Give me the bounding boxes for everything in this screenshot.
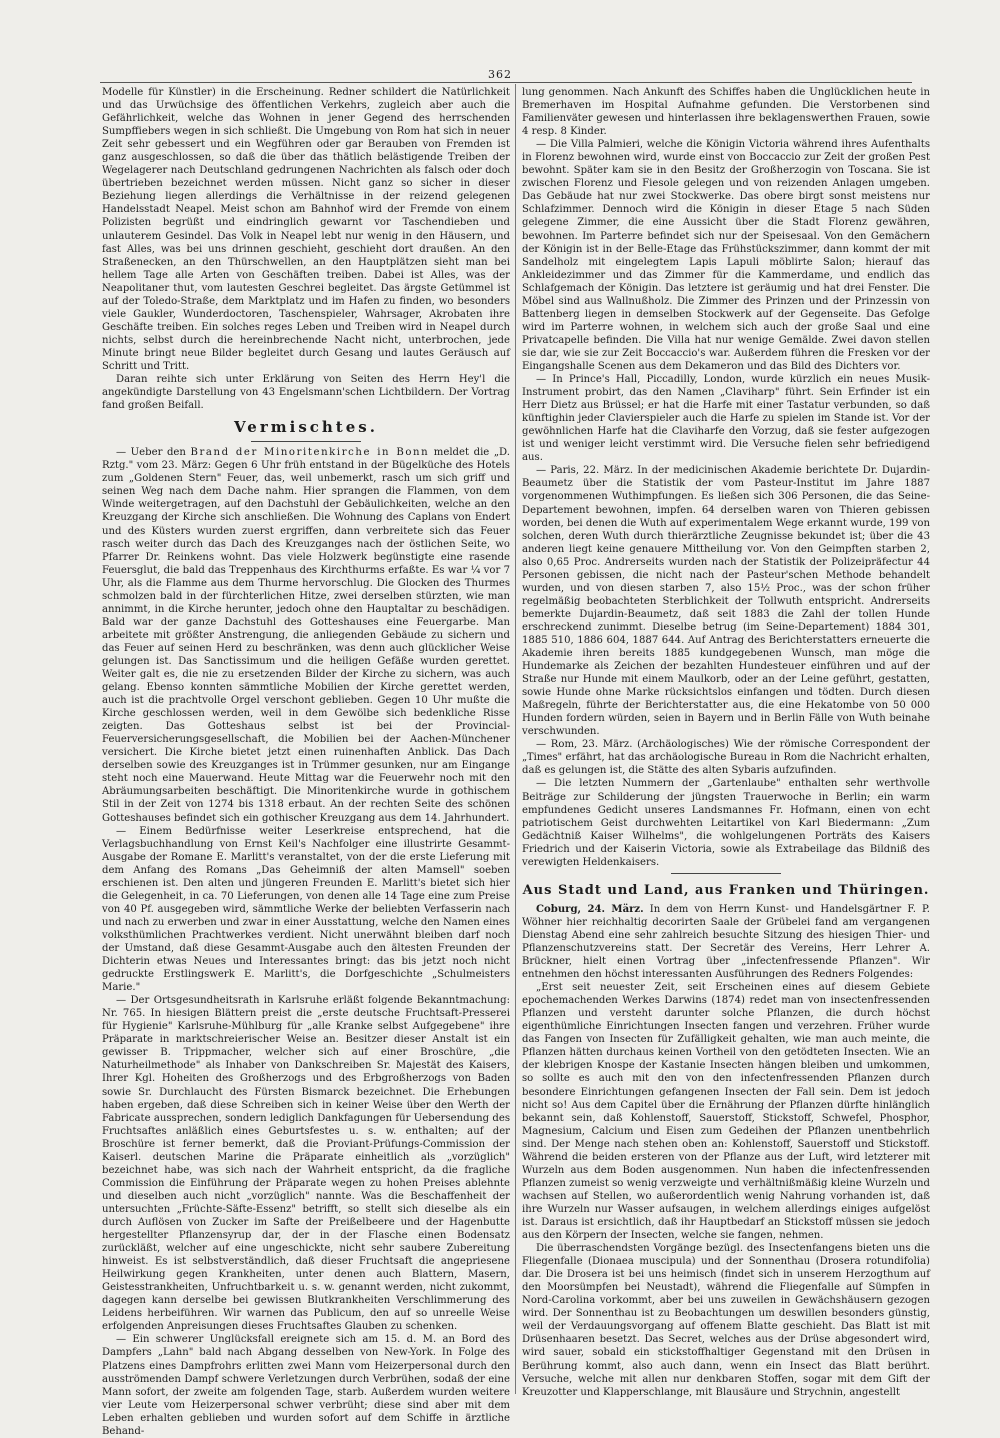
heading-rule xyxy=(251,441,361,442)
news-item: — Ein schwerer Unglücksfall ereignete sich am 15. d. M. an Bord des Dampfers „Lahn" bald nach Abgang desselben von New-York. In Folge des Platzens eines Dampfrohrs erlitten zwei Mann vom Heizerpersonal durch den ausströmenden Dampf schwere Verletzungen durch Verbrühen, sodaß der eine Mann sofort, der zweite am folgenden Tage, starb. Außerdem wurden weitere vier Leute vom Heizerpersonal schwer verbrüht; diese sind aber mit dem Leben erhalten geblieben und wurden sofort auf dem Schiffe in ärztliche Behand- xyxy=(102,1334,510,1437)
news-item: — Der Ortsgesundheitsrath in Karlsruhe erläßt folgende Bekanntmachung: Nr. 765. In hiesigen Blättern preist die „erste deutsche Fruchtsaft-Presserei für Hygienie" Karlsruhe-Mühlburg für „alle Kranke selbst Aufgegebene" ihre Präparate in marktschreierischer Weise an. Besitzer dieser Anstalt ist ein gewisser B. Trippmacher, welcher sich auf einer Broschüre, „die Naturheilmethode" als Inhaber von Dankschreiben Sr. Majestät des Kaisers, Ihrer Kgl. Hoheiten des Großherzogs und des Erbgroßherzogs von Baden sowie Sr. Durchlaucht des Fürsten Bismarck bezeichnet. Die Erhebungen haben ergeben, daß diese Schreiben sich in keiner Weise über den Werth der Fabricate aussprechen, sondern lediglich Dankfagungen für Uebersendung des Fruchtsaftes anläßlich eines Geburtsfestes u. s. w. enthalten; auf der Broschüre ist ferner bemerkt, daß die Proviant-Prüfungs-Commission der Kaiserl. deutschen Marine die Präparate einheitlich als „vorzüglich" bezeichnet habe, was sich nach der Wahrheit entspricht, da die fragliche Commission die Einführung der Präparate wegen zu hohen Preises ablehnte und dieselben auch nicht „vorzüglich" nannte. Was die Beschaffenheit der untersuchten „Früchte-Säfte-Essenz" betrifft, so stellt sich dieselbe als ein durch Auflösen von Zucker im Safte der Preißelbeere und der Hagenbutte hergestellter Pflanzensyrup dar, der in der Flasche einen Bodensatz zurückläßt, welcher auf eine ungeschickte, nicht sehr saubere Zubereitung hinweist. Es ist selbstverständlich, daß dieser Fruchtsaft die angepriesene Heilwirkung gegen Krankheiten, unter denen auch Blattern, Masern, Geistesstrankheiten, Unfruchtbarkeit u. s. w. genannt werden, nicht zukommt, dagegen kann derselbe bei gewissen Blutkrankheiten Verschlimmerung des Leidens herbeiführen. Wir warnen das Publicum, den auf so unreelle Weise erfolgenden Anpreisungen dieses Fruchtsaftes Glauben zu schenken. xyxy=(102,995,510,1333)
news-text: In dem von Herrn Kunst- und Handelsgärtner F. P. Wöhner hier reichhaltig decorirten Saale der Grübelei fand am vergangenen Dienstag Abend eine sehr zahlreich besuchte Sitzung des hiesigen Thier- und Pflanzenschutzvereins statt. Der Secretär des Vereins, Herr Lehrer A. Brückner, hielt einen Vortrag über „infectenfressende Pflanzen". Wir entnehmen den höchst interessanten Ausführungen des Redners Folgendes: xyxy=(522,903,930,981)
news-item xyxy=(102,446,510,824)
section-heading: Vermischtes. xyxy=(234,418,378,437)
news-item: — Die Villa Palmieri, welche die Königin Victoria während ihres Aufenthalts in Florenz bewohnen wird, wurde einst von Boccaccio zur Zeit der großen Pest bewohnt. Später kam sie in den Besitz der Großherzogin von Toscana. Sie ist zwischen Florenz und Fiesole gelegen und von reizenden Anlagen umgeben. Das Gebäude hat nur zwei Stockwerke. Das obere birgt sonst meistens nur Schlafzimmer. Dennoch wird die Königin in dieser Etage 5 nach Süden gelegene Zimmer, die eine Aussicht über die Stadt Florenz gewähren, bewohnen. Im Parterre befindet sich nur der Speisesaal. Von den Gemächern der Königin ist in der Belle-Etage das Frühstückszimmer, dann kommt der mit Sandelholz mit eingelegtem Lapis Lapuli möblirte Salon; hierauf das Ankleidezimmer und das Zimmer für die Kammerdame, und endlich das Schlafgemach der Königin. Das letztere ist geräumig und hat drei Fenster. Die Möbel sind aus Wallnußholz. Die Zimmer des Prinzen und der Prinzessin von Battenberg liegen in demselben Stockwerk auf der Gegenseite. Das Gefolge wird im Parterre wohnen, in welchem sich auch der große Saal und eine Privatcapelle befinden. Die Villa hat nur wenige Gemälde. Zwei davon stellen sie dar, wie sie zur Zeit Boccaccio's war. Außerdem führen die Fresken vor der Eingangshalle Scenen aus dem Dekameron und das Bild des Dichters vor. xyxy=(522,139,930,372)
left-column xyxy=(102,86,510,1437)
news-item: — Rom, 23. März. (Archäologisches) Wie der römische Correspondent der „Times" erfährt, hat das archäologische Bureau in Rom die Nachricht erhalten, daß es gelungen ist, die Stätte des alten Sybaris aufzufinden. xyxy=(522,739,930,777)
right-column xyxy=(522,86,930,1398)
news-topic: Brand der Minoritenkirche in Bonn xyxy=(190,447,430,459)
news-item: — Einem Bedürfnisse weiter Leserkreise entsprechend, hat die Verlagsbuchhandlung von Ernst Keil's Nachfolger eine illustrirte Gesammt-Ausgabe der Romane E. Marlitt's veranstaltet, von der die erste Lieferung mit dem Anfang des Romans „Das Geheimniß der alten Mamsell" soeben erschienen ist. Den alten und jüngeren Freunden E. Marlitt's bietet sich hier die Gelegenheit, in ca. 70 Lieferungen, von denen alle 14 Tage eine zum Preise von 40 Pf. ausgegeben wird, sämmtliche Werke der beliebten Verfasserin nach und nach zu erwerben und zwar in einer Ausstattung, welche den Namen eines volksthümlichen Prachtwerkes verdient. Nicht unerwähnt bleiben darf noch der Umstand, daß diese Gesammt-Ausgabe auch den ältesten Freunden der Dichterin etwas Neues und Interessantes bringt: das bis jetzt noch nicht gedruckte Erstlingswerk E. Marlitt's, die Dorfgeschichte „Schulmeisters Marie." xyxy=(102,825,510,994)
article-paragraph: Die überraschendsten Vorgänge bezügl. des Insectenfangens bieten uns die Fliegenfalle (Dionaea muscipula) und der Sonnenthau (Drosera rotundifolia) dar. Die Drosera ist bei uns heimisch (findet sich in unserem Herzogthum auf den Moorsümpfen bei Neustadt), während die Fliegenfalle auf Sümpfen in Nord-Carolina vorkommt, aber bei uns zuweilen in Gewächshäusern gezogen wird. Der Sonnenthau ist zu Beobachtungen um deswillen besonders günstig, weil der Verdauungsvorgang auf offenem Blatte geschieht. Das Blatt ist mit Drüsenhaaren besetzt. Das Secret, welches aus der Drüse abgesondert wird, wird sauer, sobald ein stickstoffhaltiger Gegenstand mit den Drüsen in Berührung kommt, also auch dann, wenn ein Insect das Blatt berührt. Versuche, welche mit allen nur denkbaren Stoffen, sogar mit dem Gift der Kreuzotter und Klapperschlange, mit Blausäure und Strychnin, angestellt xyxy=(522,1243,930,1398)
news-item: — Paris, 22. März. In der medicinischen Akademie berichtete Dr. Dujardin-Beaumetz über die Statistik der vom Pasteur-Institut im Jahre 1887 vorgenommenen Wuthimpfungen. Es ließen sich 306 Personen, die das Seine-Departement bewohnen, impfen. 64 derselben waren von Thieren gebissen worden, bei denen die Wuth auf experimentalem Wege erkannt wurde, 199 von solchen, deren Wuth durch thierärztliche Zeugnisse bekundet ist; über die 43 anderen liegt keine genauere Mittheilung vor. Von den Geimpften starben 2, also 0,65 Proc. Andrerseits wurden nach der Statistik der Polizeipräfectur 44 Personen gebissen, die nicht nach der Pasteur'schen Methode behandelt wurden, und von diesen starben 7, also 15½ Proc., was der schon früher regelmäßig beobachteten Sterblichkeit der Tollwuth entspricht. Andrerseits bemerkte Dujardin-Beaumetz, daß seit 1883 die Zahl der tollen Hunde erschreckend zunimmt. Dieselbe betrug (im Seine-Departement) 1884 301, 1885 510, 1886 604, 1887 644. Auf Antrag des Berichterstatters erneuerte die Akademie ihren bereits 1885 kundgegebenen Wunsch, man möge die Hundemarke als Zeichen der bezahlten Hundesteuer einführen und auf der Straße nur Hunde mit einem Maulkorb, oder an der Leine geführt, gestatten, sowie Hunde ohne Marke rücksichtslos einfangen und tödten. Durch diesen Maßregeln, führte der Berichterstatter aus, die eine Hekatombe von 50 000 Hunden fordern würden, seien in Bayern und in Berlin Fälle von Wuth beinahe verschwunden. xyxy=(522,465,930,738)
header-rule xyxy=(100,82,912,83)
article-paragraph: Modelle für Künstler) in die Erscheinung. Redner schildert die Natürlichkeit und das Urwüchsige des öffentlichen Verkehrs, zugleich aber auch die Gefährlichkeit, welche das Wohnen in jener Gegend des herrschenden Sumpffiebers wegen in sich schließt. Die Umgebung von Rom hat sich in neuer Zeit sehr gebessert und ein Wegführen oder gar Berauben von Fremden ist ganz ausgeschlossen, so daß die über das thätlich belästigende Treiben der Wegelagerer nach Deutschland gedrungenen Nachrichten als falsch oder doch übertrieben bezeichnet werden müssen. Nicht ganz so sicher in dieser Beziehung liegen allerdings die Verhältnisse in der reizend gelegenen Handelsstadt Neapel. Meist schon am Bahnhof wird der Fremde von einem Polizisten begrüßt und eindringlich gewarnt vor Taschendieben und unlauterem Gesindel. Das Volk in Neapel lebt nur wenig in den Häusern, und fast Alles, was bei uns drinnen geschieht, geschieht dort draußen. An den Straßenecken, an den Thürschwellen, an den Hauptplätzen sieht man bei hellem Tage alle Arten von Geschäften treiben. Dabei ist Alles, was der Neapolitaner thut, vom lautesten Geschrei begleitet. Das ärgste Getümmel ist auf der Toledo-Straße, dem Marktplatz und im Hafen zu finden, wo besonders viele Gaukler, Wunderdoctoren, Taschenspieler, Wahrsager, Akrobaten ihre Geschäfte treiben. Ein solches reges Leben und Treiben wird in Neapel durch nichts, selbst durch die hereinbrechende Nacht nicht, unterbrochen, jede Minute bringt neue Bilder begleitet durch Gesang und lautes Geräusch auf Schritt und Tritt. xyxy=(102,87,510,372)
page-number: 362 xyxy=(488,68,512,81)
news-dateline: Coburg, 24. März. xyxy=(536,903,644,915)
section-heading: Aus Stadt und Land, aus Franken und Thüringen. xyxy=(522,882,930,898)
article-paragraph: Daran reihte sich unter Erklärung von Seiten des Herrn Hey'l die angekündigte Darstellung von 43 Engelsmann'schen Lichtbildern. Der Vortrag fand großen Beifall. xyxy=(102,374,510,412)
section-rule xyxy=(671,873,781,874)
news-item: — In Prince's Hall, Piccadilly, London, wurde kürzlich ein neues Musik-Instrument probirt, das den Namen „Claviharp" führt. Sein Erfinder ist ein Herr Dietz aus Brüssel; er hat die Harfe mit einer Tastatur verbunden, so daß künftighin jeder Clavierspieler auch die Harfe zu spielen im Stande ist. Vor der gewöhnlichen Harfe hat die Claviharfe den Vorzug, daß sie fester aufgezogen ist und weniger leicht verstimmt wird. Die Versuche fielen sehr befriedigend aus. xyxy=(522,374,930,464)
news-item: — Die letzten Nummern der „Gartenlaube" enthalten sehr werthvolle Beiträge zur Schilderung der jüngsten Trauerwoche in Berlin; ein warm empfundenes Gedicht unseres Landsmannes Fr. Hofmann, einen von echt patriotischem Geist durchwehten Leitartikel von Karl Biedermann: „Zum Gedächtniß Kaiser Wilhelms", die wohlgelungenen Porträts des Kaisers Friedrich und der Kaiserin Victoria, sowie als Extrabeilage das Bildniß des verewigten Heldenkaisers. xyxy=(522,778,930,868)
column-divider xyxy=(515,84,516,1394)
news-text: meldet die „D. Rztg." vom 23. März: Gegen 6 Uhr früh entstand in der Bügelküche des Hotels zum „Goldenen Stern" Feuer, das, weil unbemerkt, rasch um sich griff und seinen Weg nach dem Dache nahm. Hier sprangen die Flammen, von dem Winde weitergetragen, auf den Dachstuhl der Gebäulichkeiten, welche an den Kreuzgang der Kirche sich anschließen. Die Wohnung des Caplans von Endert und des Küsters wurden zuerst ergriffen, dann verbreitete sich das Feuer rasch weiter durch das Dach des Kreuzganges nach der östlichen Seite, wo Pfarrer Dr. Reinkens wohnt. Das viele Holzwerk begünstigte eine rasende Feuersglut, die bald das Treppenhaus des Kirchthurms erfaßte. Es war ¼ vor 7 Uhr, als die Flamme aus dem Thurme hervorschlug. Die Glocken des Thurmes schmolzen bald in der fürchterlichen Hitze, zwei derselben stürzten, wie man annimmt, in die Kirche herunter, jedoch ohne den Hauptaltar zu beschädigen. Bald war der ganze Dachstuhl des Gotteshauses eine Feuergarbe. Man arbeitete mit größter Anstrengung, die anliegenden Gebäude zu sichern und das Feuer auf seinen Herd zu beschränken, was denn auch glücklicher Weise gelungen ist. Das Sanctissimum und die heiligen Gefäße wurden gerettet. Weiter galt es, die nie zu ersetzenden Bilder der Kirche zu sichern, was auch gelang. Ebenso konnten sämmtliche Mobilien der Kirche gerettet werden, auch ist die prachtvolle Orgel verschont geblieben. Gegen 10 Uhr mußte die Kirche geschlossen werden, weil in dem Gewölbe sich bedenkliche Risse zeigten. Das Gotteshaus selbst ist bei der Provincial-Feuerversicherungsgesellschaft, die Mobilien bei der Aachen-Münchener versichert. Die Kirche bietet jetzt einen ruinenhaften Anblick. Das Dach derselben sowie des Kreuzganges ist in Trümmer gesunken, nur am Eingange steht noch eine Mauerwand. Heute Mittag war die Feuerwehr noch mit den Abräumungsarbeiten beschäftigt. Die Minoritenkirche wurde in gothischem Stil in der Zeit von 1274 bis 1318 erbaut. An der rechten Seite des schönen Gotteshauses befindet sich ein gothischer Kreuzgang aus dem 14. Jahrhundert. xyxy=(102,447,510,824)
article-paragraph: „Erst seit neuester Zeit, seit Erscheinen eines auf diesem Gebiete epochemachenden Werkes Darwins (1874) redet man von insectenfressenden Pflanzen und versteht darunter solche Pflanzen, die durch höchst eigenthümliche Einrichtungen Insecten fangen und verzehren. Früher wurde das Fangen von Insecten für Zufälligkeit gehalten, wie man auch meinte, die Pflanzen hätten durchaus keinen Vortheil von den getödteten Insecten. Wie an der klebrigen Knospe der Kastanie Insecten hängen bleiben und umkommen, so sollte es auch mit den von den infectenfressenden Pflanzen durch besondere Einrichtungen gefangenen Insecten der Fall sein. Dem ist jedoch nicht so! Aus dem Capitel über die Ernährung der Pflanzen dürfte hinlänglich bekannt sein, daß Kohlenstoff, Sauerstoff, Stickstoff, Schwefel, Phosphor, Magnesium, Calcium und Eisen zum Gedeihen der Pflanzen unentbehrlich sind. Der Menge nach stehen oben an: Kohlenstoff, Sauerstoff und Stickstoff. Während die beiden ersteren von der Pflanze aus der Luft, wird letzterer mit Wurzeln aus dem Boden ausgenommen. Nun haben die infectenfressenden Pflanzen zumeist so wenig verzweigte und verhältnißmäßig kleine Wurzeln und wachsen auf Stellen, wo außerordentlich wenig Nahrung vorhanden ist, daß ihre Wurzeln nur Wasser aufsaugen, in welchem allerdings einiges aufgelöst ist. Daraus ist ersichtlich, daß ihr Hauptbedarf an Stickstoff müssen sie jedoch aus den Körpern der Insecten, welche sie fangen, nehmen. xyxy=(522,982,930,1242)
news-lead: — Ueber den xyxy=(116,447,186,459)
news-item xyxy=(522,903,930,981)
news-item: lung genommen. Nach Ankunft des Schiffes haben die Unglücklichen heute in Bremerhaven im Hospital Aufnahme gefunden. Die Verstorbenen sind Familienväter gewesen und hinterlassen ihre beklagenswerthen Frauen, sowie 4 resp. 8 Kinder. xyxy=(522,87,930,138)
